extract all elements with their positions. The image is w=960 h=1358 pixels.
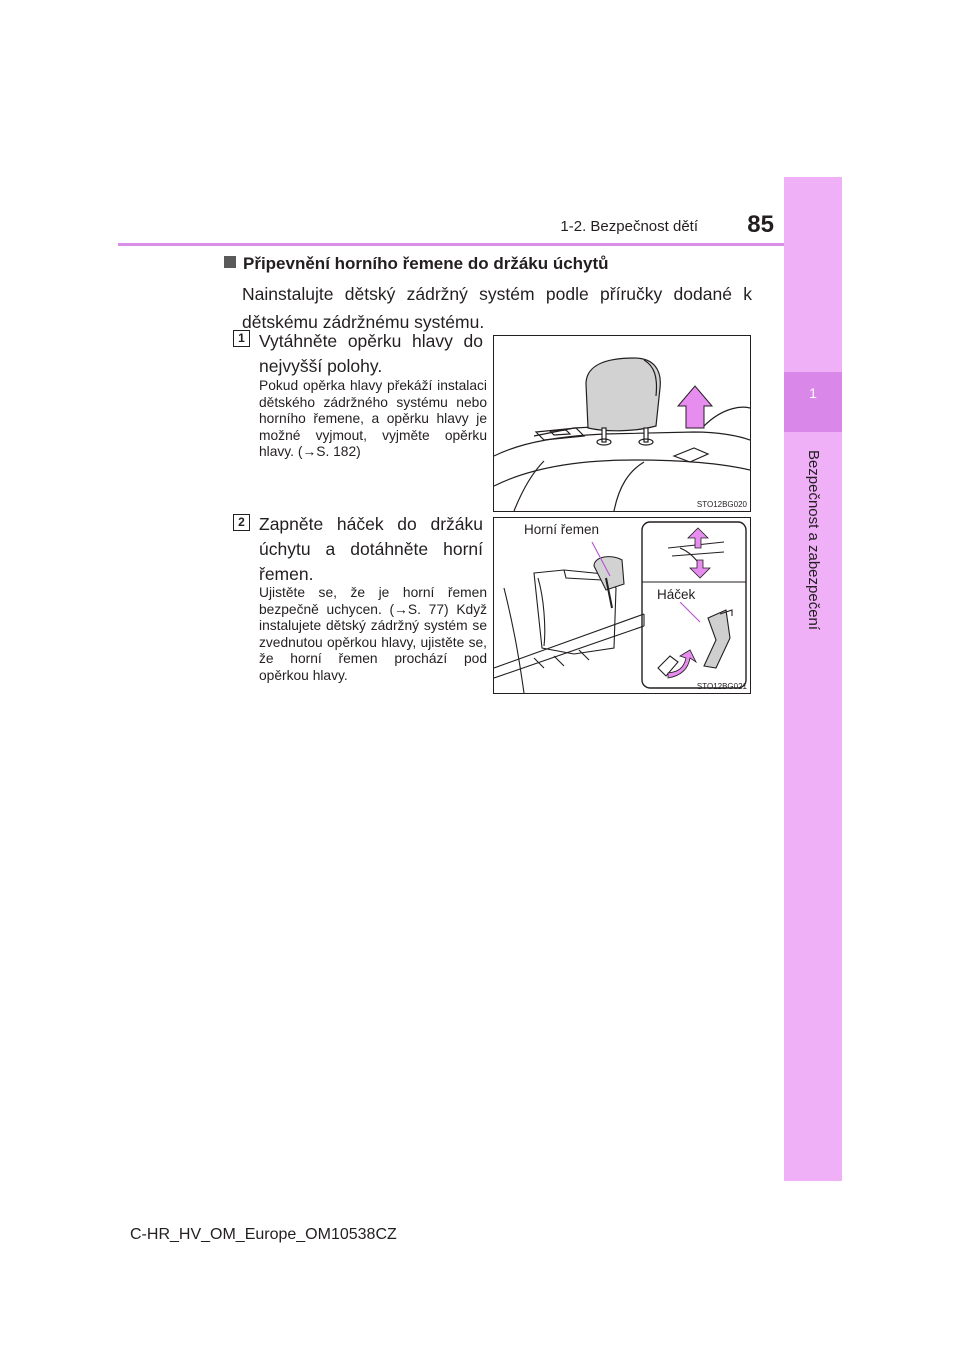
headrest-drawing (494, 336, 750, 511)
step-1-note: Pokud opěrka hlavy překáží instalaci dětského zádržného systému nebo horního řemene, a opěrku hlavy je možné vyjmout, vyjměte opěrku hlavy. (→S. 182) (259, 378, 487, 459)
chapter-number: 1 (809, 385, 817, 401)
section-heading-text: Připevnění horního řemene do držáku úchytů (243, 254, 609, 273)
figure-code: STO12BG021 (696, 682, 747, 691)
step-2-badge: 2 (233, 514, 250, 531)
section-label: 1-2. Bezpečnost dětí (560, 218, 698, 235)
strap-callout: Horní řemen (524, 522, 600, 537)
chapter-title: Bezpečnost a zabezpečení (805, 449, 822, 631)
tether-drawing (494, 518, 750, 693)
step-2-note: Ujistěte se, že je horní řemen bezpečně uchycen. (→S. 77) Když instalujete dětský zádržný systém se zvednutou opěrkou hlavy, ujistěte se, že horní řemen prochází pod opěrkou hlavy. (259, 585, 487, 683)
chapter-side-tab (784, 177, 842, 1181)
section-heading (224, 254, 764, 274)
page-number: 85 (747, 211, 774, 238)
step-1-badge: 1 (233, 330, 250, 347)
header-rule (118, 243, 784, 246)
tether-illustration (493, 517, 751, 694)
headrest-illustration (493, 335, 751, 512)
intro-paragraph: Nainstalujte dětský zádržný systém podle příručky dodané k dětskému zádržnému systému. (242, 284, 752, 332)
figure-code: STO12BG020 (696, 500, 747, 509)
hook-callout: Háček (657, 587, 696, 602)
bullet-square-icon (224, 256, 236, 268)
step-1-text: Vytáhněte opěrku hlavy do nejvyšší polohy. (259, 331, 483, 376)
step-2-text: Zapněte háček do držáku úchytu a dotáhněte horní řemen. (259, 514, 483, 584)
document-footer-code: C-HR_HV_OM_Europe_OM10538CZ (130, 1226, 397, 1243)
